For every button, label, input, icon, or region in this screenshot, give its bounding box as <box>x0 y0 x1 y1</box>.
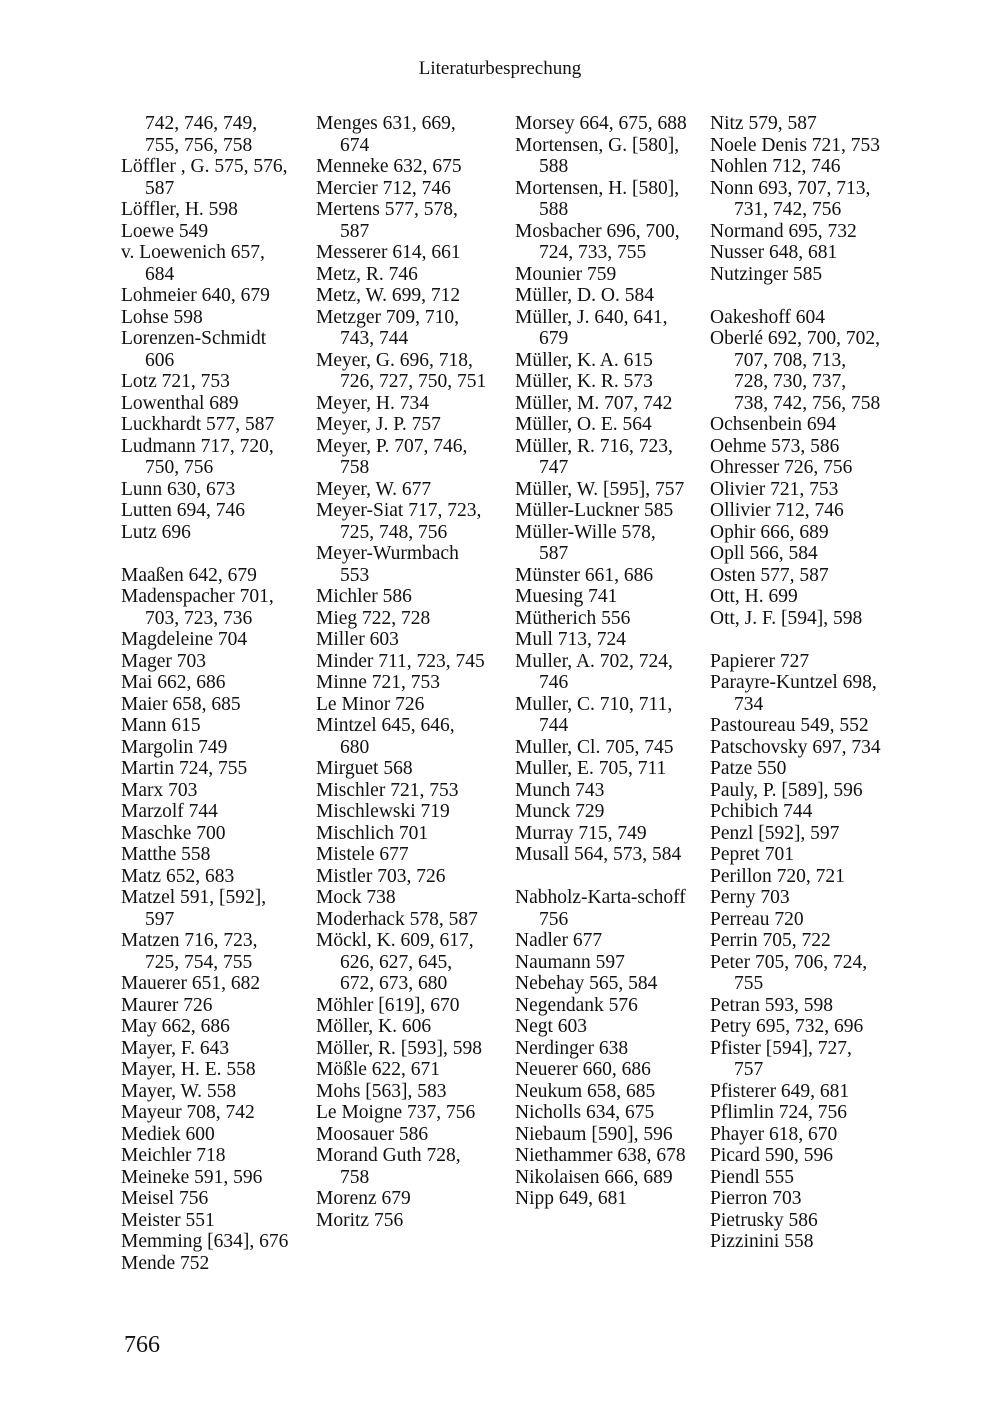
index-entry: Phayer 618, 670 <box>710 1123 838 1145</box>
index-entry: Münster 661, 686 <box>515 564 654 586</box>
index-entry: Nikolaisen 666, 689 <box>515 1166 673 1188</box>
index-entry: Noele Denis 721, 753 <box>710 134 881 156</box>
index-entry: Nebehay 565, 584 <box>515 973 658 994</box>
index-entry: Möller, R. [593], 598 <box>316 1037 483 1059</box>
page-number: 766 <box>124 1332 160 1358</box>
index-entry: Muller, Cl. 705, 745 <box>515 736 674 758</box>
index-entry: Ludmann 717, 720, 750, 756 <box>121 435 274 478</box>
index-entry: Pflimlin 724, 756 <box>710 1102 848 1123</box>
index-entry: Mischlewski 719 <box>316 801 450 822</box>
index-entry: Nonn 693, 707, 713, 731, 742, 756 <box>710 177 871 220</box>
index-entry: Mayeur 708, 742 <box>121 1102 255 1123</box>
index-column-3 <box>515 113 687 1210</box>
index-entry: Magdeleine 704 <box>121 629 248 650</box>
index-entry: Mortensen, H. [580], 588 <box>515 177 680 220</box>
index-entry: Meyer, J. P. 757 <box>316 414 441 435</box>
index-entry: Piendl 555 <box>710 1166 794 1188</box>
section-gap <box>121 543 293 565</box>
index-entry: Olivier 721, 753 <box>710 478 839 500</box>
index-entry: Papierer 727 <box>710 650 810 672</box>
index-entry: Perreau 720 <box>710 908 804 930</box>
page-header: Literaturbesprechung <box>418 58 582 79</box>
index-entry: Moritz 756 <box>316 1209 404 1231</box>
index-entry: Pizzinini 558 <box>710 1231 814 1252</box>
index-entry: Munch 743 <box>515 779 605 801</box>
index-entry: Menges 631, 669, 674 <box>316 113 456 156</box>
index-entry: Möhler [619], 670 <box>316 994 460 1016</box>
index-entry: Meyer, H. 734 <box>316 392 429 414</box>
index-entry: Maschke 700 <box>121 822 226 844</box>
index-entry: Le Moigne 737, 756 <box>316 1102 476 1123</box>
index-entry: Oehme 573, 586 <box>710 435 840 457</box>
index-entry: Mistele 677 <box>316 844 409 865</box>
index-entry: Nabholz-Karta-schoff 756 <box>515 887 686 930</box>
index-entry: Le Minor 726 <box>316 693 425 715</box>
index-entry: May 662, 686 <box>121 1016 230 1037</box>
index-entry: Müller, J. 640, 641, 679 <box>515 306 668 349</box>
index-entry: Mayer, F. 643 <box>121 1037 230 1059</box>
index-entry: Müller, M. 707, 742 <box>515 392 673 414</box>
index-entry: Mischlich 701 <box>316 822 429 844</box>
index-entry: Pfisterer 649, 681 <box>710 1080 850 1102</box>
index-entry: Nutzinger 585 <box>710 263 823 285</box>
index-entry: Müller, D. O. 584 <box>515 285 654 306</box>
index-entry: Metz, R. 746 <box>316 263 418 285</box>
index-entry: Lutz 696 <box>121 521 191 543</box>
index-entry: Mercier 712, 746 <box>316 177 451 199</box>
index-entry: Minne 721, 753 <box>316 672 441 693</box>
index-entry: Ophir 666, 689 <box>710 521 829 543</box>
index-entry: Pastoureau 549, 552 <box>710 715 869 736</box>
index-entry: Negendank 576 <box>515 994 638 1016</box>
index-entry: Pchibich 744 <box>710 801 813 822</box>
index-entry: Marzolf 744 <box>121 801 218 822</box>
index-entry: Ott, J. F. [594], 598 <box>710 607 863 629</box>
index-entry: Margolin 749 <box>121 736 228 758</box>
index-entry: Müller-Luckner 585 <box>515 500 674 521</box>
index-entry: Picard 590, 596 <box>710 1145 833 1166</box>
index-entry: Luckhardt 577, 587 <box>121 414 275 435</box>
index-entry: Matzel 591, [592], 597 <box>121 887 267 930</box>
index-entry: Osten 577, 587 <box>710 564 829 586</box>
index-entry: Muller, E. 705, 711 <box>515 758 667 779</box>
index-entry: v. Loewenich 657, 684 <box>121 242 265 285</box>
index-entry: Parayre-Kuntzel 698, 734 <box>710 672 877 715</box>
index-entry: Müller, R. 716, 723, 747 <box>515 435 673 478</box>
index-entry: Miller 603 <box>316 629 399 650</box>
index-entry: Meyer-Siat 717, 723, 725, 748, 756 <box>316 500 482 543</box>
index-entry: Lunn 630, 673 <box>121 478 236 500</box>
section-gap <box>515 866 687 888</box>
index-entry: Mohs [563], 583 <box>316 1080 447 1102</box>
index-entry: Mischler 721, 753 <box>316 779 459 801</box>
index-entry: Mintzel 645, 646, 680 <box>316 715 455 758</box>
index-entry: Memming [634], 676 <box>121 1231 289 1252</box>
index-entry: Ohresser 726, 756 <box>710 457 853 478</box>
index-entry: Oakeshoff 604 <box>710 306 825 328</box>
index-entry: Müller-Wille 578, 587 <box>515 521 656 564</box>
index-entry: Madenspacher 701, 703, 723, 736 <box>121 586 274 629</box>
index-entry: Mann 615 <box>121 715 201 736</box>
index-entry: Munck 729 <box>515 801 605 822</box>
index-entry: Meyer, G. 696, 718, 726, 727, 750, 751 <box>316 349 487 392</box>
index-entry: Metzger 709, 710, 743, 744 <box>316 306 459 349</box>
index-entry: Muller, C. 710, 711, 744 <box>515 693 673 736</box>
index-entry: Normand 695, 732 <box>710 220 857 242</box>
index-entry: Mull 713, 724 <box>515 629 627 650</box>
index-entry: Nohlen 712, 746 <box>710 156 841 177</box>
index-entry: Lowenthal 689 <box>121 392 239 414</box>
index-entry: Neukum 658, 685 <box>515 1080 656 1102</box>
index-entry: Moderhack 578, 587 <box>316 908 478 930</box>
index-entry: Lorenzen-Schmidt 606 <box>121 328 267 371</box>
index-entry: Meisel 756 <box>121 1188 209 1209</box>
index-entry: Müller, W. [595], 757 <box>515 478 685 500</box>
index-entry: Meichler 718 <box>121 1145 226 1166</box>
index-entry: Ott, H. 699 <box>710 586 798 607</box>
index-entry: Meyer, P. 707, 746, 758 <box>316 435 468 478</box>
index-entry: Petran 593, 598 <box>710 994 833 1016</box>
index-entry: Neuerer 660, 686 <box>515 1059 651 1080</box>
index-entry: Naumann 597 <box>515 951 625 973</box>
index-entry: Nipp 649, 681 <box>515 1188 628 1209</box>
index-entry: Lutten 694, 746 <box>121 500 246 521</box>
index-entry: Perillon 720, 721 <box>710 865 845 887</box>
index-entry: Müller, O. E. 564 <box>515 414 652 435</box>
index-entry: Peter 705, 706, 724, 755 <box>710 951 868 994</box>
index-entry: Nitz 579, 587 <box>710 113 817 134</box>
index-entry: Muesing 741 <box>515 586 618 607</box>
index-entry: Mieg 722, 728 <box>316 607 431 629</box>
index-entry: Oberlé 692, 700, 702, 707, 708, 713, 728, 730, 737, 738, 742, 756, 758 <box>710 328 881 414</box>
index-entry: Mende 752 <box>121 1252 210 1274</box>
index-entry: Meineke 591, 596 <box>121 1166 263 1188</box>
index-entry: Pepret 701 <box>710 844 794 865</box>
index-entry: Messerer 614, 661 <box>316 242 461 263</box>
index-entry: Martin 724, 755 <box>121 758 248 779</box>
index-entry: Mayer, H. E. 558 <box>121 1059 256 1080</box>
index-entry: Morand Guth 728, 758 <box>316 1145 461 1188</box>
index-entry: Mistler 703, 726 <box>316 865 446 887</box>
index-entry: Perny 703 <box>710 887 790 908</box>
index-entry: Patze 550 <box>710 758 787 779</box>
index-entry: Negt 603 <box>515 1016 588 1037</box>
index-entry: Ollivier 712, 746 <box>710 500 844 521</box>
index-entry: 742, 746, 749, 755, 756, 758 <box>145 113 258 156</box>
index-entry: Morenz 679 <box>316 1188 411 1209</box>
index-entry: Mediek 600 <box>121 1123 215 1145</box>
index-column-2 <box>316 113 488 1231</box>
index-entry: Nerdinger 638 <box>515 1037 629 1059</box>
index-entry: Müller, K. A. 615 <box>515 349 653 371</box>
index-entry: Mößle 622, 671 <box>316 1059 441 1080</box>
index-entry: Meyer-Wurmbach 553 <box>316 543 459 586</box>
index-entry: Michler 586 <box>316 586 412 607</box>
index-entry: Matthe 558 <box>121 844 211 865</box>
index-column-1 <box>121 113 293 1274</box>
index-entry: Murray 715, 749 <box>515 822 647 844</box>
index-entry: Patschovsky 697, 734 <box>710 736 881 758</box>
index-entry: Meister 551 <box>121 1209 215 1231</box>
index-entry: Niethammer 638, 678 <box>515 1145 686 1166</box>
index-entry: Pietrusky 586 <box>710 1209 818 1231</box>
index-entry: Maaßen 642, 679 <box>121 564 257 586</box>
index-entry: Metz, W. 699, 712 <box>316 285 461 306</box>
index-entry: Petry 695, 732, 696 <box>710 1016 864 1037</box>
index-entry: Musall 564, 573, 584 <box>515 844 682 865</box>
index-entry: Maier 658, 685 <box>121 693 241 715</box>
index-entry: Meyer, W. 677 <box>316 478 432 500</box>
index-entry: Niebaum [590], 596 <box>515 1123 673 1145</box>
section-gap <box>710 285 882 307</box>
index-entry: Mauerer 651, 682 <box>121 973 261 994</box>
index-entry: Pfister [594], 727, 757 <box>710 1037 852 1080</box>
index-entry: Möller, K. 606 <box>316 1016 432 1037</box>
index-entry: Mütherich 556 <box>515 607 631 629</box>
index-entry: Löffler , G. 575, 576, 587 <box>121 156 288 199</box>
index-entry: Mosbacher 696, 700, 724, 733, 755 <box>515 220 680 263</box>
index-entry: Muller, A. 702, 724, 746 <box>515 650 673 693</box>
index-entry: Pierron 703 <box>710 1188 802 1209</box>
index-entry: Mounier 759 <box>515 263 617 285</box>
index-entry: Mirguet 568 <box>316 758 413 779</box>
index-entry: Nicholls 634, 675 <box>515 1102 655 1123</box>
index-entry: Maurer 726 <box>121 994 213 1016</box>
index-entry: Matz 652, 683 <box>121 865 235 887</box>
index-entry: Matzen 716, 723, 725, 754, 755 <box>121 930 258 973</box>
index-entry: Mortensen, G. [580], 588 <box>515 134 680 177</box>
index-entry: Moosauer 586 <box>316 1123 429 1145</box>
index-entry: Opll 566, 584 <box>710 543 818 564</box>
index-column-4 <box>710 113 882 1253</box>
index-entry: Müller, K. R. 573 <box>515 371 653 392</box>
index-entry: Lohmeier 640, 679 <box>121 285 270 306</box>
index-entry: Löffler, H. 598 <box>121 199 238 220</box>
index-entry: Menneke 632, 675 <box>316 156 462 177</box>
index-entry: Loewe 549 <box>121 220 209 242</box>
index-entry: Marx 703 <box>121 779 198 801</box>
index-entry: Möckl, K. 609, 617, 626, 627, 645, 672, 673, 680 <box>316 930 474 994</box>
index-entry: Perrin 705, 722 <box>710 930 831 951</box>
index-entry: Penzl [592], 597 <box>710 822 840 844</box>
index-entry: Mayer, W. 558 <box>121 1080 237 1102</box>
index-entry: Morsey 664, 675, 688 <box>515 113 687 134</box>
index-entry: Lohse 598 <box>121 306 203 328</box>
index-entry: Nusser 648, 681 <box>710 242 838 263</box>
index-entry: Ochsenbein 694 <box>710 414 837 435</box>
index-entry: Pauly, P. [589], 596 <box>710 779 863 801</box>
index-entry: Nadler 677 <box>515 930 603 951</box>
index-entry: Lotz 721, 753 <box>121 371 230 392</box>
index-entry: Minder 711, 723, 745 <box>316 650 485 672</box>
index-entry: Mai 662, 686 <box>121 672 226 693</box>
index-entry: Mertens 577, 578, 587 <box>316 199 458 242</box>
index-entry: Mock 738 <box>316 887 396 908</box>
section-gap <box>710 629 882 651</box>
index-entry: Mager 703 <box>121 650 207 672</box>
